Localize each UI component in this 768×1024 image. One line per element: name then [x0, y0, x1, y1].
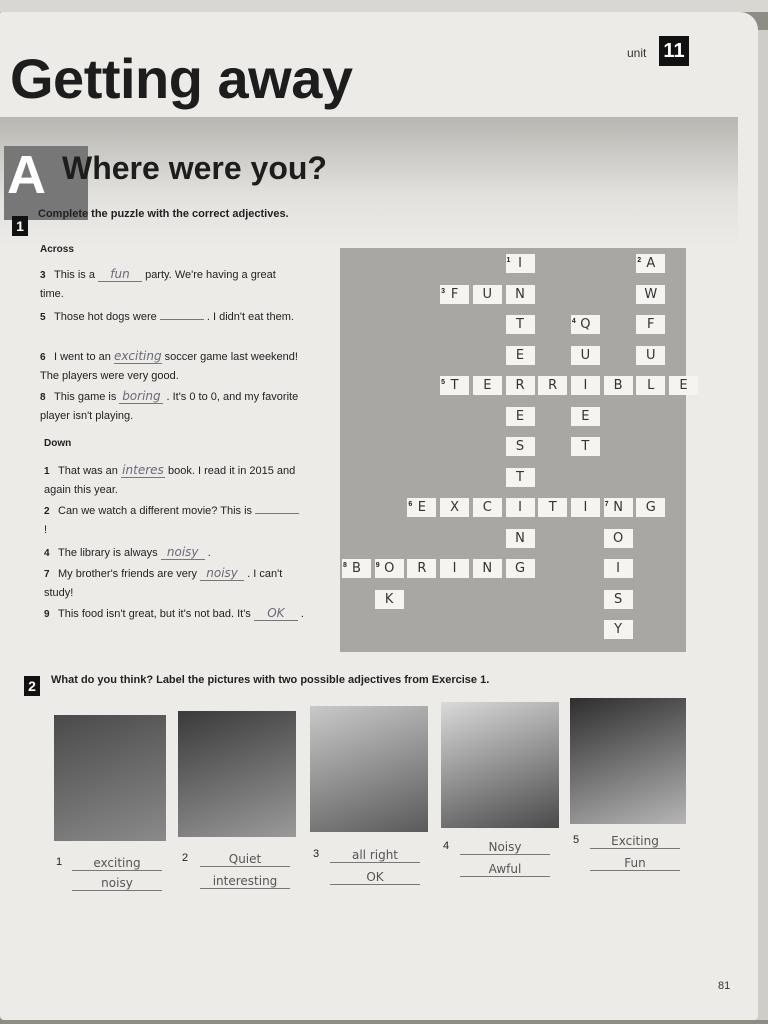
- cell-letter: U: [580, 347, 591, 363]
- crossword-cell[interactable]: [571, 346, 600, 365]
- crossword-cell[interactable]: [571, 437, 600, 456]
- cell-letter: Q: [580, 317, 591, 332]
- photo-5: [570, 698, 686, 824]
- clue-number: 4: [571, 318, 576, 325]
- crossword-cell[interactable]: [604, 376, 633, 395]
- crossword-cell[interactable]: [506, 315, 535, 334]
- crossword-cell[interactable]: [506, 254, 535, 273]
- cell-letter: E: [515, 347, 525, 363]
- cell-letter: U: [482, 286, 493, 302]
- photo-2: [178, 711, 296, 837]
- clue-text: This food isn't great, but it's not bad. It's: [58, 608, 254, 620]
- cell-letter: U: [646, 347, 656, 363]
- crossword-cell[interactable]: [636, 498, 665, 517]
- cell-letter: B: [352, 561, 361, 576]
- cell-letter: T: [516, 469, 524, 485]
- answer-line[interactable]: Exciting: [590, 834, 680, 849]
- answer-blank[interactable]: fun: [98, 268, 142, 282]
- crossword-cell[interactable]: [506, 468, 535, 487]
- answer-blank[interactable]: exciting: [113, 349, 162, 363]
- clue-number: 9: [44, 609, 50, 620]
- picture-number: 4: [443, 840, 450, 852]
- photo-1: [54, 715, 166, 841]
- picture-number: 5: [573, 834, 580, 846]
- cell-letter: I: [518, 256, 522, 271]
- cell-letter: G: [514, 561, 526, 576]
- answer-line[interactable]: Noisy: [460, 840, 550, 855]
- cell-letter: Y: [614, 622, 623, 637]
- cell-letter: W: [644, 286, 658, 302]
- cell-letter: T: [450, 378, 459, 393]
- crossword-cell[interactable]: [571, 407, 600, 426]
- cell-letter: I: [583, 378, 588, 393]
- crossword-cell[interactable]: [636, 315, 665, 334]
- cell-letter: N: [613, 500, 623, 515]
- crossword-cell[interactable]: [473, 376, 502, 395]
- clue-text: My brother's friends are very: [58, 568, 201, 580]
- clue-text: book. I read it in 2015 and again this year.: [44, 465, 296, 496]
- cell-letter: T: [548, 500, 557, 515]
- clue-number: 8: [40, 392, 46, 403]
- cell-letter: I: [452, 561, 457, 576]
- crossword-cell[interactable]: [440, 285, 469, 304]
- answer-line[interactable]: OK: [330, 870, 420, 885]
- clue-item: [40, 308, 300, 327]
- clue-text: Those hot dogs were: [54, 311, 160, 323]
- clue-text: I went to an: [54, 351, 114, 363]
- across-heading: Across: [40, 244, 74, 255]
- clue-item: [44, 462, 304, 500]
- cell-letter: N: [482, 561, 493, 576]
- answer-line[interactable]: noisy: [72, 876, 162, 891]
- crossword-cell[interactable]: [604, 559, 633, 578]
- lesson-title: Where were you?: [62, 150, 327, 186]
- picture-number: 1: [56, 856, 63, 868]
- clue-text: That was an: [58, 465, 121, 477]
- clue-text: party. We're having a great time.: [40, 269, 276, 300]
- crossword-cell[interactable]: [636, 254, 665, 273]
- crossword-cell[interactable]: [604, 498, 633, 517]
- cell-letter: E: [515, 408, 525, 424]
- cell-letter: E: [417, 500, 426, 515]
- crossword-cell[interactable]: [506, 376, 535, 395]
- crossword-cell[interactable]: [571, 376, 600, 395]
- crossword-cell[interactable]: [506, 529, 535, 548]
- cell-letter: I: [518, 500, 522, 515]
- crossword-cell[interactable]: [636, 346, 665, 365]
- clue-number: 3: [40, 270, 46, 281]
- picture-number: 3: [313, 848, 320, 860]
- exercise-1-instruction: Complete the puzzle with the correct adjectives.: [38, 208, 289, 220]
- cell-letter: E: [679, 378, 688, 393]
- exercise-2-instruction: What do you think? Label the pictures with two possible adjectives from Exercise 1.: [51, 674, 490, 686]
- crossword-grid: [340, 248, 686, 652]
- answer-line[interactable]: exciting: [72, 856, 162, 871]
- cell-letter: X: [450, 500, 460, 515]
- cell-letter: E: [581, 408, 590, 424]
- clue-number: 7: [604, 501, 609, 508]
- answer-blank[interactable]: [160, 319, 204, 320]
- crossword-cell[interactable]: [375, 559, 404, 578]
- answer-blank[interactable]: [255, 513, 299, 514]
- clue-text: Can we watch a different movie? This is: [58, 505, 256, 517]
- clue-text: . I didn't eat them.: [203, 311, 294, 323]
- cell-letter: G: [645, 500, 656, 515]
- answer-blank[interactable]: interes: [122, 463, 164, 477]
- photo-3: [310, 706, 428, 832]
- exercise-1-number: 1: [12, 216, 28, 236]
- clue-text: The library is always: [58, 547, 161, 559]
- answer-line[interactable]: Quiet: [200, 852, 290, 867]
- crossword-cell[interactable]: [440, 376, 469, 395]
- crossword-cell[interactable]: [375, 590, 404, 609]
- crossword-cell[interactable]: [506, 559, 535, 578]
- clue-number: 1: [506, 257, 511, 264]
- crossword-cell[interactable]: [506, 285, 535, 304]
- cell-letter: O: [384, 561, 395, 576]
- cell-letter: N: [515, 530, 525, 546]
- cell-letter: L: [647, 378, 655, 393]
- cell-letter: O: [612, 530, 624, 546]
- clue-number: 5: [441, 379, 445, 386]
- clue-number: 4: [44, 548, 50, 559]
- crossword-cell[interactable]: [604, 590, 633, 609]
- crossword-cell[interactable]: [506, 407, 535, 426]
- crossword-cell[interactable]: [506, 437, 535, 456]
- cell-letter: S: [613, 591, 623, 607]
- exercise-2-number: 2: [24, 676, 40, 696]
- cell-letter: S: [515, 439, 525, 454]
- clue-number: 7: [44, 569, 50, 580]
- answer-line[interactable]: all right: [330, 848, 420, 863]
- clue-number: 5: [40, 312, 46, 323]
- crossword-cell[interactable]: [407, 498, 436, 517]
- cell-letter: R: [515, 378, 525, 393]
- crossword-cell[interactable]: [636, 285, 665, 304]
- clue-item: [44, 605, 304, 624]
- clue-text: soccer game last weekend! The players were very good.: [40, 351, 298, 382]
- crossword-cell[interactable]: [473, 285, 502, 304]
- page-number: 81: [718, 980, 731, 992]
- crossword-cell[interactable]: [407, 559, 436, 578]
- answer-blank[interactable]: noisy: [161, 546, 205, 560]
- crossword-cell[interactable]: [604, 529, 633, 548]
- crossword-cell[interactable]: [538, 498, 567, 517]
- crossword-cell[interactable]: [506, 346, 535, 365]
- clue-number: 1: [44, 466, 50, 477]
- clue-text: .: [204, 547, 211, 559]
- cell-letter: T: [581, 439, 590, 454]
- cell-letter: F: [647, 317, 655, 332]
- cell-letter: E: [483, 378, 492, 393]
- crossword-cell[interactable]: [538, 376, 567, 395]
- clue-item: [44, 544, 304, 563]
- clue-number: 9: [375, 562, 380, 569]
- answer-blank[interactable]: OK: [254, 607, 298, 621]
- answer-line[interactable]: Awful: [460, 862, 550, 877]
- cell-letter: I: [616, 561, 621, 576]
- clue-text: . I can't study!: [44, 568, 283, 599]
- cell-letter: K: [384, 591, 394, 607]
- clue-number: 8: [343, 562, 347, 569]
- answer-line[interactable]: interesting: [200, 874, 290, 889]
- cell-letter: B: [613, 378, 623, 393]
- crossword-cell[interactable]: [669, 376, 698, 395]
- clue-item: [40, 388, 300, 426]
- cell-letter: A: [646, 256, 656, 271]
- photo-4: [441, 702, 559, 828]
- cell-letter: F: [450, 286, 459, 302]
- clue-item: [40, 348, 300, 386]
- cell-letter: R: [417, 561, 427, 576]
- answer-blank[interactable]: noisy: [200, 567, 244, 581]
- page-title: Getting away: [10, 47, 353, 110]
- clue-item: [44, 565, 304, 603]
- lesson-letter: A: [7, 145, 46, 205]
- clue-text: This game is: [54, 391, 120, 403]
- crossword-cell[interactable]: [506, 498, 535, 517]
- answer-blank[interactable]: boring: [119, 390, 163, 404]
- clue-item: [44, 502, 304, 540]
- unit-label: unit: [627, 46, 647, 60]
- crossword-cell[interactable]: [440, 559, 469, 578]
- workbook-page: [0, 12, 758, 1020]
- crossword-cell[interactable]: [571, 315, 600, 334]
- crossword-cell[interactable]: [636, 376, 665, 395]
- clue-number: 2: [637, 257, 642, 264]
- cell-letter: C: [482, 500, 492, 515]
- crossword-cell[interactable]: [342, 559, 371, 578]
- crossword-cell[interactable]: [440, 498, 469, 517]
- crossword-cell[interactable]: [473, 559, 502, 578]
- crossword-cell[interactable]: [473, 498, 502, 517]
- clue-text: This is a: [54, 269, 99, 281]
- down-heading: Down: [44, 438, 72, 449]
- clue-number: 6: [40, 352, 46, 363]
- clue-number: 2: [44, 506, 50, 517]
- picture-number: 2: [182, 852, 189, 864]
- cell-letter: R: [548, 378, 558, 393]
- cell-letter: N: [515, 286, 525, 302]
- crossword-cell[interactable]: [604, 620, 633, 639]
- cell-letter: I: [583, 500, 588, 515]
- answer-line[interactable]: Fun: [590, 856, 680, 871]
- clue-item: [40, 266, 300, 304]
- cell-letter: T: [516, 317, 524, 332]
- unit-number-badge: 11: [659, 36, 689, 66]
- background-strip: [0, 0, 768, 12]
- clue-text: .: [297, 608, 304, 620]
- clue-number: 3: [441, 287, 445, 295]
- crossword-cell[interactable]: [571, 498, 600, 517]
- clue-text: !: [44, 524, 48, 536]
- clue-text: . It's 0 to 0, and my favorite player isn't playing.: [40, 391, 299, 422]
- clue-number: 6: [408, 501, 413, 508]
